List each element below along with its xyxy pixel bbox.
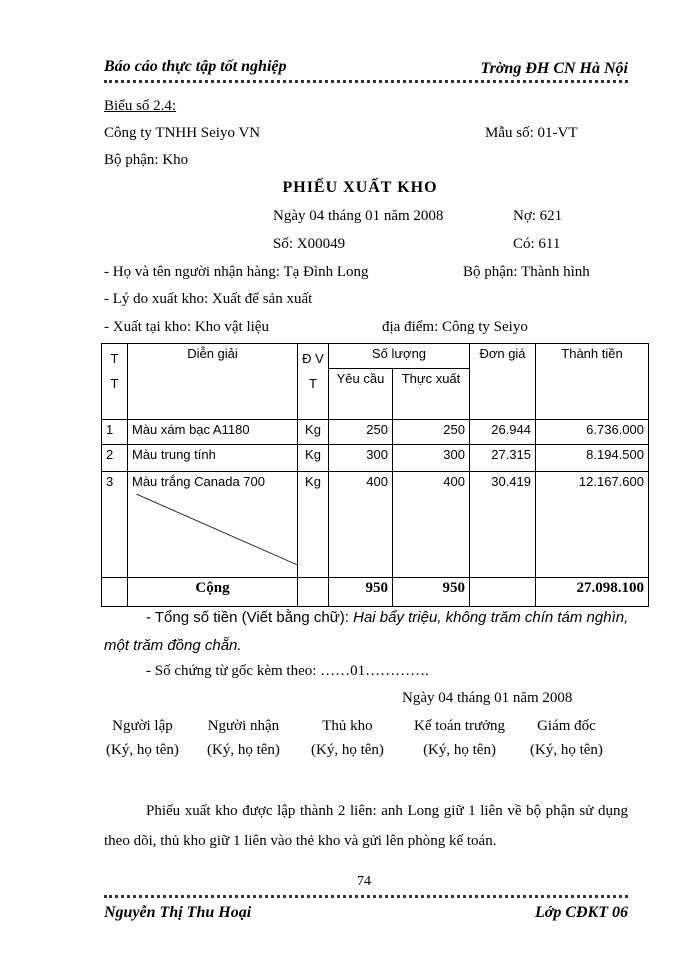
signer-role: Thủ kho bbox=[322, 718, 373, 734]
row-unit-price: 27.315 bbox=[470, 445, 536, 472]
signer-chief-accountant bbox=[414, 718, 505, 759]
row-unit: Kg bbox=[298, 445, 329, 472]
author-name: Nguyễn Thị Thu Hoại bbox=[104, 904, 252, 921]
header-tt: T T bbox=[102, 344, 128, 420]
row-requested: 250 bbox=[329, 419, 393, 445]
total-label: Cộng bbox=[128, 578, 298, 607]
header-amount: Thành tiền bbox=[536, 344, 649, 420]
signer-storekeeper bbox=[311, 718, 384, 759]
header-report-title: Báo cáo thực tập tốt nghiệp bbox=[104, 58, 287, 75]
class-name: Lớp CĐKT 06 bbox=[534, 904, 628, 921]
footer-divider bbox=[104, 895, 628, 898]
table-total-row bbox=[102, 578, 649, 607]
row-actual: 300 bbox=[393, 445, 470, 472]
row-unit: Kg bbox=[298, 471, 329, 577]
header-unit-price: Đơn giá bbox=[470, 344, 536, 420]
signer-role: Người lập bbox=[112, 718, 173, 734]
row-description: Màu trung tính bbox=[128, 445, 298, 472]
company-name: Công ty TNHH Seiyo VN bbox=[104, 125, 261, 141]
warehouse: - Xuất tại kho: Kho vật liệu bbox=[104, 319, 269, 335]
voucher-number: Số: X00049 bbox=[273, 236, 346, 252]
form-reference: Biểu số 2.4: bbox=[104, 98, 177, 114]
page-title: PHIẾU XUẤT KHO bbox=[282, 179, 438, 196]
header-divider bbox=[104, 80, 628, 83]
header-unit: Đ V T bbox=[298, 344, 329, 420]
row-amount: 6.736.000 bbox=[536, 419, 649, 445]
signer-role: Giám đốc bbox=[537, 718, 596, 734]
row-description: Màu xám bạc A1180 bbox=[128, 419, 298, 445]
row-tt: 1 bbox=[102, 419, 128, 445]
issue-date: Ngày 04 tháng 01 năm 2008 bbox=[273, 208, 444, 224]
items-table bbox=[101, 343, 649, 607]
table-row bbox=[102, 445, 649, 472]
total-actual: 950 bbox=[393, 578, 470, 607]
receiver-name: - Họ và tên người nhận hàng: Tạ Đình Long bbox=[104, 264, 369, 280]
issue-reason: - Lý do xuất kho: Xuất để sản xuất bbox=[104, 291, 313, 307]
debit-account: Nợ: 621 bbox=[513, 208, 563, 224]
row-tt: 2 bbox=[102, 445, 128, 472]
table-row bbox=[102, 471, 649, 577]
header-quantity: Số lượng bbox=[329, 344, 470, 369]
row-actual: 250 bbox=[393, 419, 470, 445]
row-requested: 300 bbox=[329, 445, 393, 472]
signer-preparer bbox=[106, 718, 179, 759]
row-actual: 400 bbox=[393, 471, 470, 577]
row-description-cell bbox=[128, 471, 298, 577]
row-tt: 3 bbox=[102, 471, 128, 577]
closing-paragraph: Phiếu xuất kho được lập thành 2 liên: anh Long giữ 1 liên về bộ phận sử dụng theo dõi, thủ kho giữ 1 liên vào thẻ kho và gửi lên phòng kế toán. bbox=[104, 803, 628, 849]
page-number: 74 bbox=[357, 874, 371, 889]
signer-note: (Ký, họ tên) bbox=[106, 742, 179, 758]
amount-in-words-value: Hai bẩy triệu, không trăm chín tám nghìn, một trăm đồng chẵn. bbox=[104, 609, 629, 654]
row-amount: 12.167.600 bbox=[536, 471, 649, 577]
signer-note: (Ký, họ tên) bbox=[207, 742, 280, 758]
total-requested: 950 bbox=[329, 578, 393, 607]
row-amount: 8.194.500 bbox=[536, 445, 649, 472]
signer-receiver bbox=[207, 718, 280, 759]
credit-account: Có: 611 bbox=[513, 236, 561, 252]
signer-note: (Ký, họ tên) bbox=[311, 742, 384, 758]
sign-date: Ngày 04 tháng 01 năm 2008 bbox=[402, 690, 573, 706]
row-requested: 400 bbox=[329, 471, 393, 577]
row-unit: Kg bbox=[298, 419, 329, 445]
signer-director bbox=[530, 718, 603, 759]
header-school-name: Trờng ĐH CN Hà Nội bbox=[480, 60, 628, 77]
department: Bộ phận: Kho bbox=[104, 152, 189, 168]
header-description: Diễn giải bbox=[128, 344, 298, 420]
amount-in-words-label: - Tổng số tiền (Viết bằng chữ): bbox=[146, 609, 349, 626]
attached-documents: - Số chứng từ gốc kèm theo: ……01…………. bbox=[146, 663, 429, 679]
row-unit-price: 30.419 bbox=[470, 471, 536, 577]
amount-in-words bbox=[104, 604, 634, 660]
row-description: Màu trắng Canada 700 bbox=[132, 473, 265, 489]
form-number: Mẫu số: 01-VT bbox=[485, 125, 578, 141]
header-requested: Yêu cầu bbox=[329, 368, 393, 419]
signer-note: (Ký, họ tên) bbox=[423, 742, 496, 758]
signer-note: (Ký, họ tên) bbox=[530, 742, 603, 758]
signer-role: Kế toán trưởng bbox=[414, 718, 506, 734]
receiver-department: Bộ phận: Thành hình bbox=[463, 264, 590, 280]
signer-role: Người nhận bbox=[207, 718, 280, 734]
row-unit-price: 26.944 bbox=[470, 419, 536, 445]
total-amount: 27.098.100 bbox=[536, 578, 649, 607]
header-actual: Thực xuất bbox=[393, 368, 470, 419]
table-row bbox=[102, 419, 649, 445]
location: địa điểm: Công ty Seiyo bbox=[382, 319, 528, 335]
